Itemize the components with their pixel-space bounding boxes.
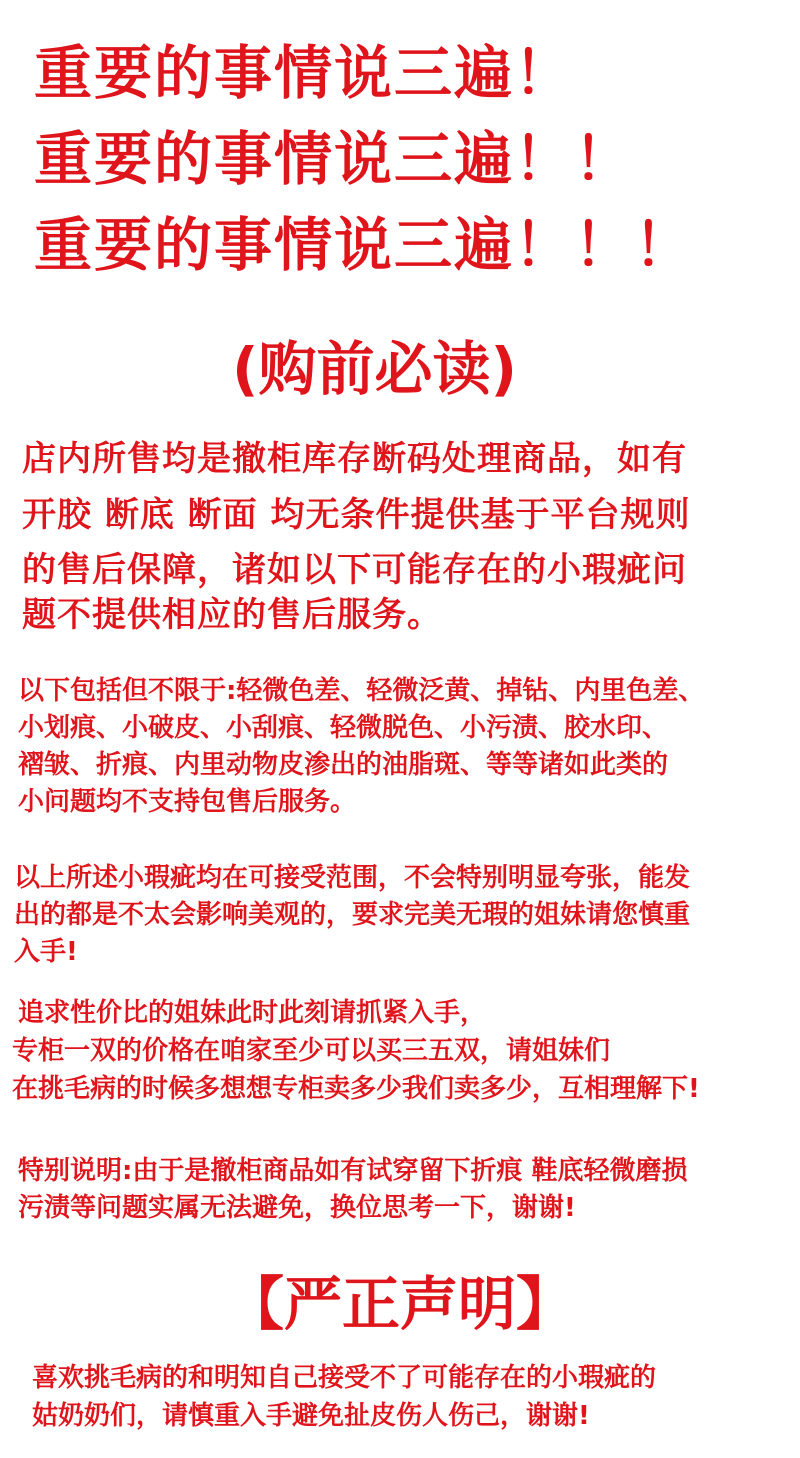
intro-line: 题不提供相应的售后服务。 [22, 595, 442, 635]
flaws-line: 以下包括但不限于:轻微色差、轻微泛黄、掉钻、内里色差、 [18, 676, 705, 706]
intro-line: 的售后保障，诸如以下可能存在的小瑕疵问 [22, 550, 687, 590]
headline-3: 重要的事情说三遍！！！ [34, 211, 695, 279]
declaration-line: 喜欢挑毛病的和明知自己接受不了可能存在的小瑕疵的 [32, 1363, 657, 1393]
special-note-line: 污渍等问题实属无法避免，换位思考一下，谢谢! [18, 1193, 576, 1223]
intro-line: 开胶 断底 断面 均无条件提供基于平台规则 [22, 495, 691, 535]
headline-2: 重要的事情说三遍！！ [34, 125, 635, 193]
value-line: 专柜一双的价格在咱家至少可以买三五双，请姐妹们 [12, 1036, 611, 1066]
declaration-title: 【严正声明】 [226, 1270, 575, 1338]
intro-line: 店内所售均是撤柜库存断码处理商品，如有 [22, 439, 687, 479]
section-title: (购前必读) [232, 335, 518, 403]
special-note-line: 特别说明:由于是撤柜商品如有试穿留下折痕 鞋底轻微磨损 [18, 1156, 688, 1186]
value-line: 追求性价比的姐妹此时此刻请抓紧入手， [18, 998, 487, 1028]
acceptance-line: 出的都是不太会影响美观的，要求完美无瑕的姐妹请您慎重 [14, 900, 691, 930]
flaws-line: 褶皱、折痕、内里动物皮渗出的油脂斑、等等诸如此类的 [18, 750, 669, 780]
acceptance-line: 入手! [14, 937, 78, 967]
flaws-line: 小划痕、小破皮、小刮痕、轻微脱色、小污渍、胶水印、 [18, 713, 669, 743]
flaws-line: 小问题均不支持包售后服务。 [18, 787, 357, 817]
declaration-line: 姑奶奶们，请慎重入手避免扯皮伤人伤己，谢谢! [32, 1401, 590, 1431]
value-line: 在挑毛病的时候多想想专柜卖多少我们卖多少，互相理解下! [12, 1074, 700, 1104]
headline-1: 重要的事情说三遍！ [34, 39, 575, 107]
acceptance-line: 以上所述小瑕疵均在可接受范围，不会特别明显夸张，能发 [14, 863, 691, 893]
